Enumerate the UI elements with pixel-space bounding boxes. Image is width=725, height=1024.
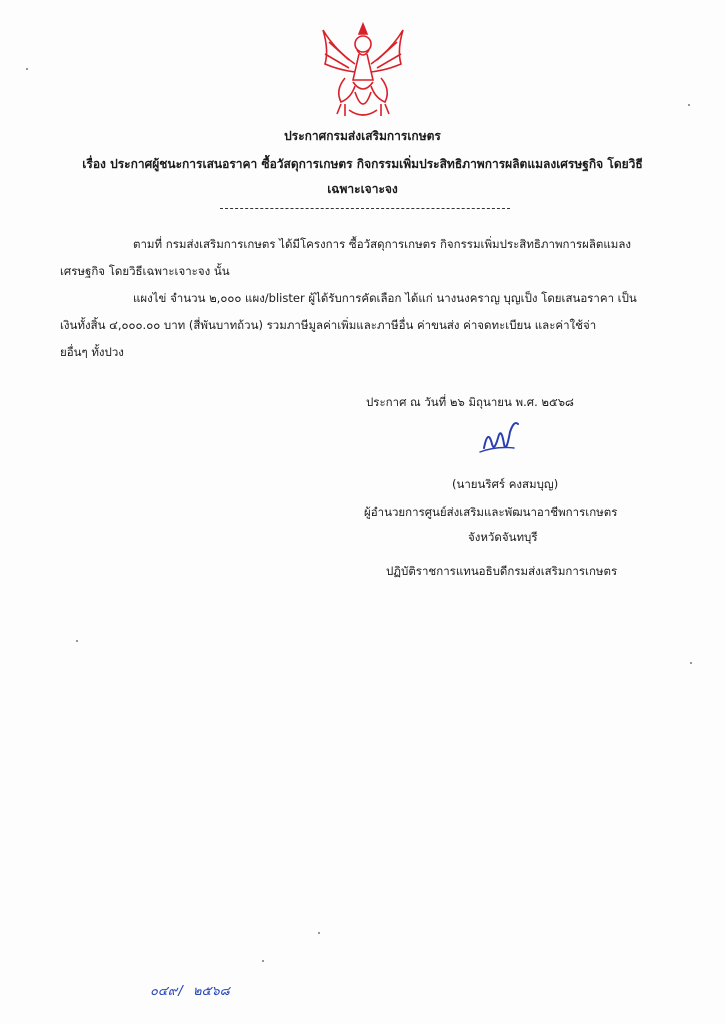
body-line-3: แผงไข่ จำนวน ๒,๐๐๐ แผง/blister ผู้ได้รับการคัดเลือก ได้แก่ นางนงคราญ บุญเป็ง โดยเสนอราคา เป็น — [133, 291, 637, 305]
signer-name: (นายนริศร์ คงสมบุญ) — [452, 477, 559, 491]
subject-line-2: เฉพาะเจาะจง — [327, 182, 398, 196]
scan-speck — [76, 640, 78, 642]
signer-position-1: ผู้อำนวยการศูนย์ส่งเสริมและพัฒนาอาชีพการเกษตร — [364, 505, 618, 519]
garuda-emblem-icon — [315, 20, 411, 120]
subject-line-1: เรื่อง ประกาศผู้ชนะการเสนอราคา ซื้อวัสดุการเกษตร กิจกรรมเพิ่มประสิทธิภาพการผลิตแมลงเศรษฐกิจ โดยวิธี — [82, 157, 643, 171]
body-line-2: เศรษฐกิจ โดยวิธีเฉพาะเจาะจง นั้น — [60, 264, 230, 278]
signer-position-3: ปฏิบัติราชการแทนอธิบดีกรมส่งเสริมการเกษตร — [386, 564, 618, 578]
announcement-date: ประกาศ ณ วันที่ ๒๖ มิถุนายน พ.ศ. ๒๕๖๘ — [366, 395, 574, 409]
document-number: ๐๔๙/ ๒๕๖๘ — [150, 984, 230, 999]
signer-position-2: จังหวัดจันทบุรี — [468, 530, 538, 544]
body-line-4: เงินทั้งสิ้น ๔,๐๐๐.๐๐ บาท (สี่พันบาทถ้วน) รวมภาษีมูลค่าเพิ่มและภาษีอื่น ค่าขนส่ง ค่าจดทะเบียน และค่าใช้จ่า — [60, 318, 597, 332]
scan-speck — [26, 68, 28, 70]
scan-speck — [318, 932, 320, 934]
scan-speck — [262, 960, 264, 962]
scan-speck — [688, 104, 690, 106]
scan-speck — [690, 662, 692, 664]
handwritten-signature-icon — [474, 418, 528, 460]
announcement-title: ประกาศกรมส่งเสริมการเกษตร — [284, 129, 441, 143]
section-divider — [220, 208, 510, 209]
body-line-5: ยอื่นๆ ทั้งปวง — [60, 345, 124, 359]
body-line-1: ตามที่ กรมส่งเสริมการเกษตร ได้มีโครงการ ซื้อวัสดุการเกษตร กิจกรรมเพิ่มประสิทธิภาพการผลิตแมลง — [133, 237, 632, 251]
